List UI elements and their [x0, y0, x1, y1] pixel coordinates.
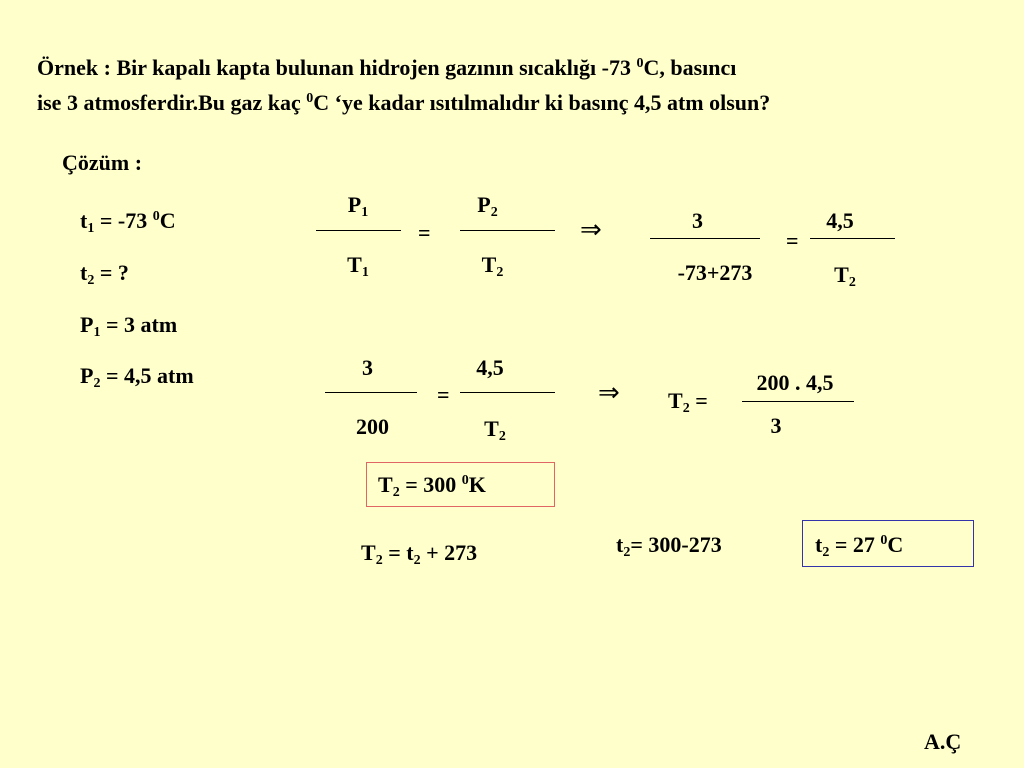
- eq4-fraction-bar: [742, 401, 854, 402]
- eq1-right-denominator: $T_2$: [481, 252, 504, 280]
- eq1-left-fraction-bar: [316, 230, 401, 231]
- given-p1: $P_1 = 3$ atm: [80, 312, 178, 340]
- eq1-left-denominator: $T_1$: [347, 252, 369, 280]
- eq3-right-fraction-bar: [460, 392, 555, 393]
- eq1-left-numerator: $P_1$: [347, 192, 369, 220]
- kelvin-relation: $T_2 = t_2 + 273$: [361, 540, 478, 568]
- celsius-calc: $t_2= 300-273$: [616, 532, 722, 560]
- eq1-equals: =: [418, 220, 431, 245]
- implies-arrow-icon: ⇒: [580, 215, 602, 245]
- author-initials: A.Ç: [924, 729, 962, 754]
- problem-line-1: Örnek : Bir kapalı kapta bulunan hidrojen gazının sıcaklığı -73 $^0$C, basıncı: [37, 55, 737, 80]
- eq1-right-numerator: $P_2$: [477, 192, 498, 220]
- eq1-right-fraction-bar: [460, 230, 555, 231]
- eq3-left-numerator: 3: [362, 355, 373, 380]
- eq3-equals: =: [437, 382, 450, 407]
- eq3-left-fraction-bar: [325, 392, 417, 393]
- eq2-right-fraction-bar: [810, 238, 895, 239]
- eq2-right-denominator: $T_2$: [834, 262, 856, 290]
- eq2-left-denominator: -73+273: [677, 260, 753, 285]
- eq3-left-denominator: 200: [356, 414, 389, 439]
- eq4-numerator: 200 . 4,5: [756, 370, 834, 395]
- problem-line-2: ise 3 atmosferdir.Bu gaz kaç $^0$C ‘ye kadar ısıtılmalıdır ki basınç 4,5 atm olsun?: [37, 90, 771, 115]
- given-p2: $P_2 = 4,5$ atm: [80, 363, 194, 391]
- eq4-denominator: 3: [770, 413, 782, 438]
- given-t2: $t_2$ = ?: [80, 260, 129, 288]
- eq2-left-fraction-bar: [650, 238, 760, 239]
- result-t2: $T_2 = 300$ $^0$K: [378, 472, 486, 500]
- given-t1: $t_1 = -73$ $^0$C: [80, 208, 176, 236]
- eq2-right-numerator: 4,5: [826, 208, 854, 233]
- implies-arrow-icon: ⇒: [598, 378, 620, 408]
- eq3-right-denominator: $T_2$: [484, 416, 506, 444]
- eq2-left-numerator: 3: [692, 208, 703, 233]
- solution-label: Çözüm :: [62, 150, 143, 175]
- eq3-right-numerator: 4,5: [476, 355, 504, 380]
- eq4-lhs: $T_2$ =: [668, 388, 708, 416]
- final-answer: $t_2 = 27$ $^0$C: [815, 532, 904, 560]
- eq2-equals: =: [786, 228, 799, 253]
